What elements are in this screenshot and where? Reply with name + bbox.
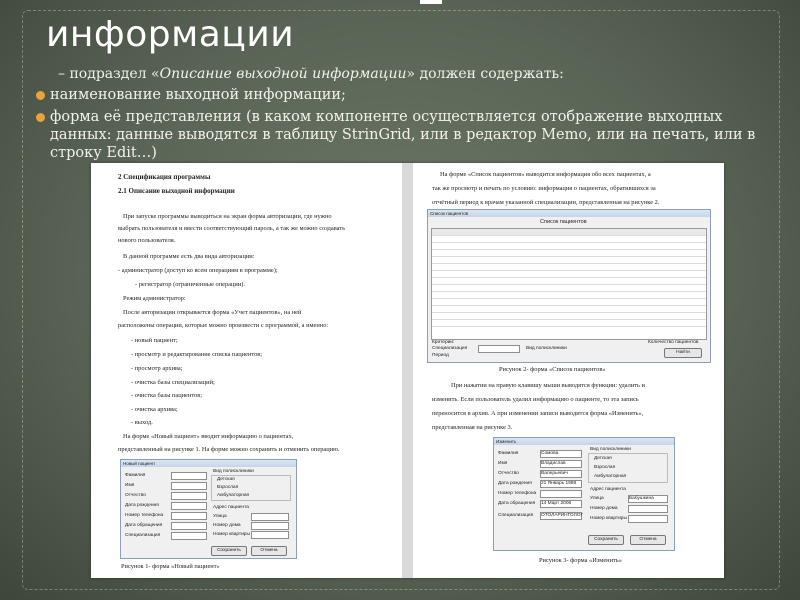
edit-field-value [540,490,582,498]
bullet-dot-icon [36,91,45,100]
filter-select [478,345,520,353]
doc-left-page [91,163,402,578]
doc-line: представленный на рисунке 1. На форме можно сохранить и отменить операцию. [118,446,340,453]
bullet-text: наименование выходной информации; [50,87,346,103]
form-field-label: Номер телефона [125,513,164,518]
edit-field-value: ОТОЛАРИНГОЛОГ [541,513,584,518]
filter-label: Вид полисклиники [526,346,567,351]
doc-heading-1: 2 Спецификация программы [118,173,211,181]
figure-caption: Рисунок 2- форма «Список пациентов» [499,366,606,373]
intro-suffix: » должен содержать: [406,66,564,82]
list-find-button: Найти [664,348,702,358]
table-row [432,285,706,292]
edit-addr-value [628,505,668,513]
filter-label: Специализация [432,346,468,351]
form-input [251,513,289,521]
form-input [171,492,207,500]
form-save-button: Сохранить [211,546,247,556]
form-field-label: Специализация [125,533,161,538]
doc-line: После авторизации открывается форма «Учет пациентов», на ней [123,309,302,316]
form-input [171,512,207,520]
bullet-text: форма её представления (в каком компоненте осуществляется отображение выходных данных: данные выводятся в таблицу StrinGrid, или в редактор Memo, или на печать, или в строку Edit…) [50,109,756,161]
doc-line: изменить. Если пользователь удалил информацию о пациенте, то эта запись [432,396,639,403]
doc-right-page [413,163,724,578]
form-input [171,502,207,510]
filter-label: Период [432,353,449,358]
table-row [432,292,706,299]
doc-line: При запуске программы выводиться на экран форма авторизации, где нужно [123,213,332,220]
edit-field-label: Фамилия [498,451,519,456]
edit-addr-value [628,515,668,523]
doc-line: - просмотр и редактирование списка пациентов; [131,351,263,358]
doc-line: - очистка базы специализаций; [131,379,215,386]
edit-field-label: Дата рождения [498,481,532,486]
form-input [171,532,207,540]
edit-field-label: Имя [498,461,508,466]
grid-header-row [432,229,706,236]
figure-caption: Рисунок 1- форма «Новый пациент» [121,563,220,570]
table-row [432,271,706,278]
form-input [171,482,207,490]
list-titlebar: Список пациентов [428,210,710,217]
doc-line: На форме «Список пациентов» выводится информация обо всех пациентах, а [440,171,651,178]
form-input [251,522,289,530]
table-row [432,257,706,264]
list-meta: Количество пациентов [648,340,699,345]
bullet-item [34,108,764,162]
edit-field-value: Владислав [540,460,582,468]
edit-titlebar: Изменить [494,438,674,445]
bullet-list [34,86,764,166]
edit-field-value: 21 Январь 1998 [540,480,582,488]
doc-line: - очистка архива; [131,406,178,413]
table-row [432,299,706,306]
doc-line: расположены операции, которые можно произвести с программой, а именно: [118,322,329,329]
doc-line: - очистка базы пациентов; [131,392,203,399]
form-field-label: Имя [125,483,135,488]
table-row [432,250,706,257]
form-group-title: Вид полисклиники [213,469,254,474]
form-addr-title: Адрес пациента [213,505,249,510]
form-titlebar: Новый пациент [121,460,296,467]
form-radio-label: Взрослая [217,485,239,490]
patient-list-window-image [427,209,711,363]
edit-field-value: 14 Март 2006 [540,500,582,508]
doc-line: В данной программе есть два вида авторизации: [123,253,255,260]
doc-line: так же просмотр и печать по условию: информация о пациентах, обратившихся за [432,185,656,192]
form-addr-label: Номер квартиры [213,532,250,537]
form-input [171,472,207,480]
edit-form-image [493,437,675,551]
edit-radio-label: Детская [594,456,612,461]
table-row [432,243,706,250]
new-patient-form-image [120,459,297,559]
form-radio-label: Детская [217,477,235,482]
edit-field-value: Валерьевич [540,470,582,478]
doc-line: отчётный период к врачам указанной специализации, представленная на рисунке 2. [432,199,660,206]
table-row [432,320,706,327]
edit-addr-title: Адрес пациента [590,487,626,492]
doc-line: переносится в архив. А при изменении записи выводится форма «Изменить», [432,410,644,417]
bullet-dot-icon [36,113,45,122]
page-gutter [402,163,413,578]
form-addr-label: Номер дома [213,523,241,528]
doc-line: - новый пациент; [131,337,178,344]
edit-field-label: Номер телефона [498,491,537,496]
intro-prefix: – подраздел « [58,66,160,82]
edit-group-title: Вид полисклиники [590,447,631,452]
doc-line: На форме «Новый пациент» вводит информацию о пациентах, [123,433,294,440]
patient-grid [431,228,707,340]
doc-heading-2: 2.1 Описание выходной информации [118,187,235,195]
edit-save-button: Сохранить [588,535,624,545]
edit-addr-label: Номер квартиры [590,516,627,521]
form-field-label: Фамилия [125,473,146,478]
form-radio-label: Амбулаторная [217,493,250,498]
doc-line: - регистратор (ограниченные операции). [135,281,245,288]
form-input [171,522,207,530]
list-header: Список пациентов [540,219,587,225]
table-row [432,278,706,285]
table-row [432,313,706,320]
doc-line: нового пользователя. [118,237,176,244]
doc-line: - просмотр архива; [131,365,183,372]
edit-addr-label: Номер дома [590,506,618,511]
edit-radio-label: Амбулаторная [594,474,627,479]
form-addr-label: Улица [213,514,227,519]
form-cancel-button: Отмена [251,546,287,556]
edit-addr-label: Улица [590,496,604,501]
filter-label: Критерии: [432,340,455,345]
form-input [251,531,289,539]
slide-title: информации [46,14,295,55]
doc-line: При нажатии на правую клавишу мыши выводятся функции: удалить и [451,382,645,389]
table-row [432,236,706,243]
intro-line [58,66,564,82]
edit-field-label: Отчество [498,471,519,476]
edit-field-label: Специализация [498,513,534,518]
edit-field-value: Сомова [540,450,582,458]
edit-addr-value: Бабушкина [628,495,668,503]
bullet-item [34,86,764,104]
doc-line: - выход. [131,419,153,426]
doc-line: выбрать пользователя и ввести соответствующий пароль, а так же можно создавать [118,225,346,232]
table-row [432,264,706,271]
doc-line: представленная на рисунке 3. [432,424,513,431]
figure-caption: Рисунок 3- форма «Изменить» [539,557,622,564]
document-image [91,163,724,578]
edit-cancel-button: Отмена [630,535,666,545]
edit-radio-label: Взрослая [594,465,616,470]
edit-field-label: Дата обращения [498,501,536,506]
form-field-label: Отчество [125,493,146,498]
form-field-label: Дата обращения [125,523,163,528]
doc-line: Режим администратор: [123,295,186,302]
title-fragment [420,0,442,4]
intro-italic: Описание выходной информации [159,66,407,82]
form-field-label: Дата рождения [125,503,159,508]
doc-line: - администратор (доступ ко всем операциям в программе); [118,267,278,274]
table-row [432,306,706,313]
